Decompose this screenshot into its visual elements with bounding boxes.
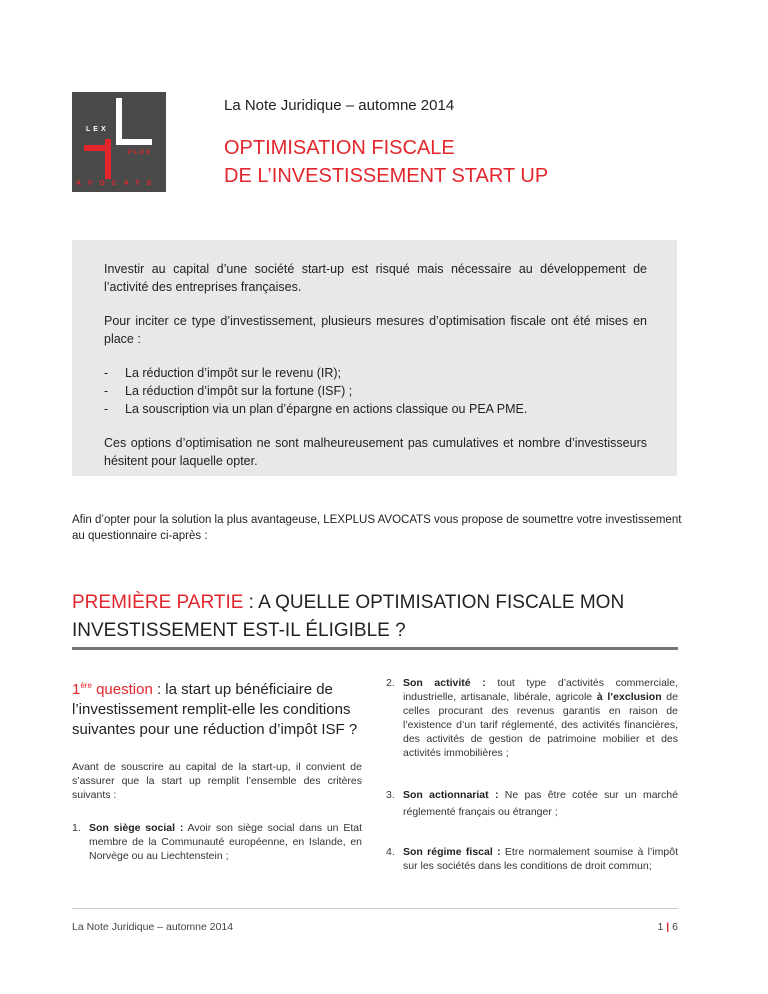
criterion-text: de celles procurant des revenus garantis en raison de l’existence d’un tarif réglementé, des activités financières, des activités de gestion de patrimoine mobilier et des activités immobilières ; (403, 691, 678, 759)
criterion-item (386, 845, 678, 873)
bullet-dash: - (104, 384, 109, 398)
lead-paragraph: Afin d’opter pour la solution la plus avantageuse, LEXPLUS AVOCATS vous propose de soumettre votre investissement au questionnaire ci-après : (72, 514, 682, 542)
current-page: 1 (657, 921, 664, 933)
header-subtitle: La Note Juridique – automne 2014 (224, 97, 455, 114)
question-title (72, 676, 362, 740)
title-line-1: OPTIMISATION FISCALE (224, 137, 455, 159)
section-label: PREMIÈRE PARTIE (72, 592, 244, 613)
section-heading-text: : A QUELLE OPTIMISATION FISCALE MON INVESTISSEMENT EST-IL ÉLIGIBLE ? (72, 592, 625, 641)
question-label: question (91, 681, 153, 698)
criterion-text: Ne pas être cotée sur un marché réglementé français ou étranger ; (403, 789, 678, 818)
lexplus-logo (72, 92, 166, 192)
intro-box (72, 240, 677, 476)
criterion-text: Avoir son siège social dans un Etat membre de la Communauté européenne, en Islande, en Norvège ou au Liechtenstein ; (89, 822, 362, 862)
criterion-number: 3. (386, 789, 395, 801)
criterion-heading: Son activité : (403, 677, 486, 689)
criterion-emphasis: à l’exclusion (596, 691, 662, 703)
criterion-heading: Son actionnariat : (403, 789, 499, 801)
question-number: 1 (72, 681, 81, 698)
logo-plus: PLUS (128, 150, 153, 156)
left-column (72, 676, 362, 863)
question-text: : la start up bénéficiaire de l’investissement remplit-elle les conditions suivantes pour une réduction d’impôt ISF ? (72, 681, 358, 738)
criterion-text: tout type d’activités commerciale, industrielle, artisanale, libérale, agricole (403, 677, 678, 703)
question-ordinal: ère (80, 681, 92, 690)
page-separator: | (666, 921, 670, 933)
criterion-item (72, 821, 362, 863)
intro-paragraph-1: Investir au capital d’une société start-up est risqué mais nécessaire au développement de l’activité des entreprises françaises. (104, 262, 647, 294)
criterion-number: 1. (72, 822, 81, 834)
right-column (386, 676, 678, 873)
list-item (104, 364, 647, 382)
section-divider (72, 647, 678, 650)
intro-paragraph-2: Pour inciter ce type d’investissement, plusieurs mesures d’optimisation fiscale ont été mises en place : (104, 314, 647, 346)
criterion-number: 4. (386, 846, 395, 858)
logo-bar (116, 139, 152, 145)
logo-bar (84, 145, 111, 151)
page-number (658, 921, 678, 933)
criterion-text: Etre normalement soumise à l’impôt sur les sociétés dans les conditions de droit commun; (403, 846, 678, 872)
total-pages: 6 (672, 921, 678, 933)
list-item (104, 400, 647, 418)
title-line-2: DE L’INVESTISSEMENT START UP (224, 165, 549, 187)
footer-title: La Note Juridique – automne 2014 (72, 921, 234, 933)
page-title (224, 134, 548, 190)
criterion-heading: Son régime fiscal : (403, 846, 501, 858)
criterion-number: 2. (386, 677, 395, 689)
section-heading (72, 589, 678, 645)
list-item-text: La souscription via un plan d’épargne en actions classique ou PEA PME. (125, 402, 528, 416)
intro-list (104, 364, 647, 418)
preamble-text: Avant de souscrire au capital de la start-up, il convient de s’assurer que la start up remplit l’ensemble des critères suivants : (72, 761, 362, 801)
list-item-text: La réduction d’impôt sur le revenu (IR); (125, 366, 342, 380)
logo-bar (116, 98, 122, 144)
footer-divider (72, 908, 678, 909)
logo-lex: LEX (86, 126, 109, 133)
intro-paragraph-3: Ces options d’optimisation ne sont malheureusement pas cumulatives et nombre d’investisseurs hésitent pour laquelle opter. (104, 436, 647, 468)
list-item (104, 382, 647, 400)
criterion-heading: Son siège social : (89, 822, 184, 834)
logo-avocats: AVOCATS (76, 180, 159, 187)
criterion-item (386, 787, 678, 821)
bullet-dash: - (104, 366, 109, 380)
criterion-item (386, 676, 678, 760)
list-item-text: La réduction d’impôt sur la fortune (ISF) ; (125, 384, 353, 398)
bullet-dash: - (104, 402, 109, 416)
